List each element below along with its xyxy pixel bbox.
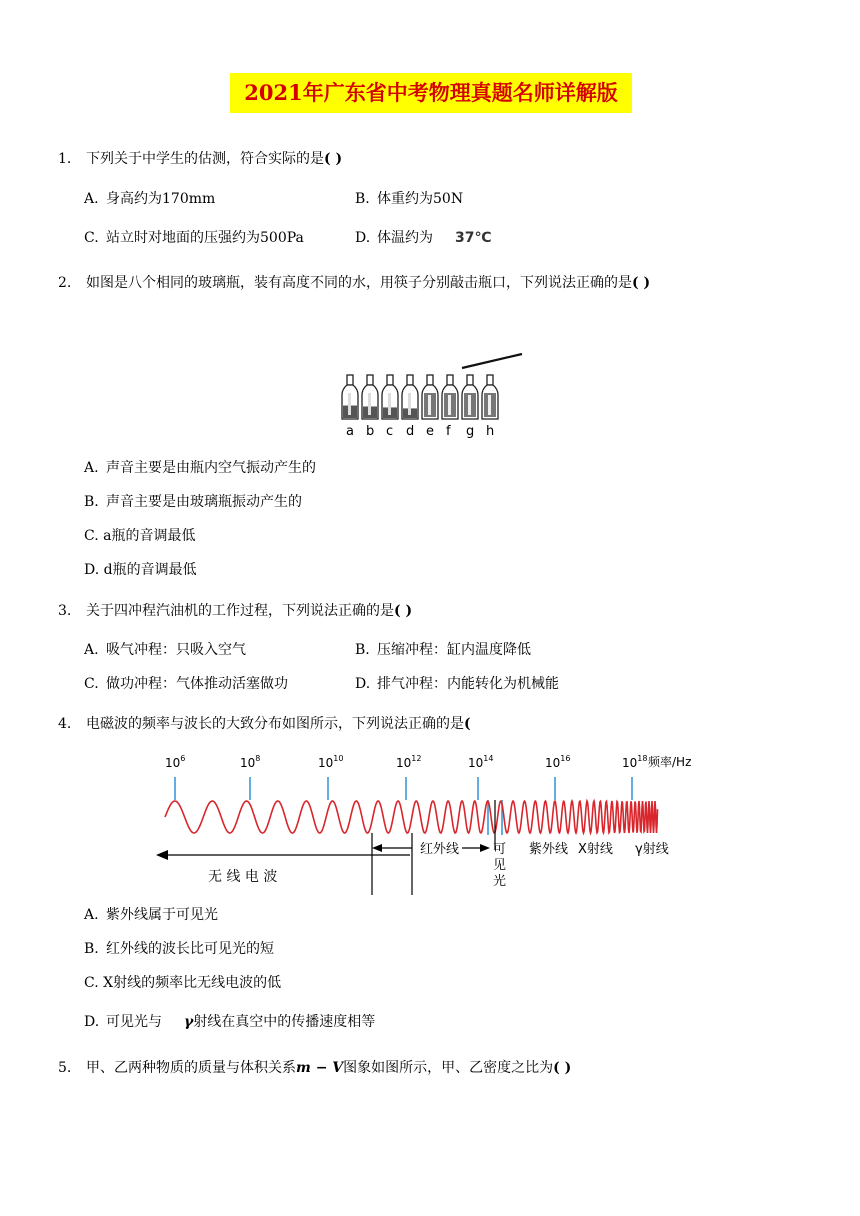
answer-blank: ( ) xyxy=(324,151,343,167)
infrared-label: 红外线 xyxy=(420,842,460,857)
bottle-label: h xyxy=(486,424,495,439)
option-label: B. xyxy=(355,191,370,207)
frequency-label: $10^6$ xyxy=(165,754,186,770)
option-label: C. xyxy=(84,230,99,246)
temperature-formula: 37℃ xyxy=(455,230,492,246)
question-stem: 下列关于中学生的估测，符合实际的是 xyxy=(86,151,324,167)
bottle-label: c xyxy=(386,424,394,439)
option-label: D. xyxy=(84,1014,100,1030)
option-text: X射线的频率比无线电波的低 xyxy=(103,975,282,991)
bottle-b xyxy=(362,375,378,419)
option-c xyxy=(84,228,304,248)
option-a xyxy=(84,189,215,209)
bottle-h xyxy=(482,375,498,419)
frequency-label: $10^{16}$ xyxy=(545,754,571,770)
option-text-cont: 射线在真空中的传播速度相等 xyxy=(193,1014,376,1030)
option-label: D. xyxy=(84,562,100,578)
option-label: C. xyxy=(84,676,99,692)
em-spectrum-figure xyxy=(150,745,710,900)
option-text: 做功冲程：气体推动活塞做功 xyxy=(106,676,288,692)
uv-label: 紫外线 xyxy=(529,842,569,857)
q4-option-c xyxy=(84,973,281,993)
answer-blank: ( ) xyxy=(553,1060,572,1076)
radio-arrow-head xyxy=(156,850,168,860)
bottle-label: a xyxy=(346,424,354,439)
q2-option-b xyxy=(84,492,302,512)
option-label: D. xyxy=(355,230,371,246)
option-label: B. xyxy=(84,941,99,957)
option-label: A. xyxy=(84,460,99,476)
bottle-label: e xyxy=(426,424,434,439)
q3-option-a xyxy=(84,640,246,660)
bottle-label: d xyxy=(406,424,415,439)
option-label: C. xyxy=(84,528,99,544)
gamma-label: γ射线 xyxy=(635,842,669,857)
q3-option-d xyxy=(355,674,559,694)
bottle-f xyxy=(442,375,458,419)
option-text: 排气冲程：内能转化为机械能 xyxy=(377,676,559,692)
radio-wave-label: 无 线 电 波 xyxy=(208,869,278,885)
frequency-label: $10^{10}$ xyxy=(318,754,344,770)
option-label: A. xyxy=(84,191,99,207)
option-text: d瓶的音调最低 xyxy=(103,562,197,578)
frequency-label: $10^8$ xyxy=(240,754,261,770)
question-stem: 关于四冲程汽油机的工作过程，下列说法正确的是 xyxy=(86,603,394,619)
frequency-unit-label: 频率/Hz xyxy=(648,755,692,769)
option-label: A. xyxy=(84,642,99,658)
question-number: 4. xyxy=(58,716,72,732)
bottle-label: b xyxy=(366,424,375,439)
infrared-arrow-head-left xyxy=(372,844,382,852)
question-number: 1. xyxy=(58,151,72,167)
option-text: 声音主要是由玻璃瓶振动产生的 xyxy=(106,494,302,510)
option-text: 身高约为170mm xyxy=(106,191,216,207)
q4-option-b xyxy=(84,939,274,959)
q3-option-b xyxy=(355,640,531,660)
bottle-label: g xyxy=(466,424,475,439)
question-number: 5. xyxy=(58,1060,72,1076)
visible-label-2: 见 xyxy=(493,858,507,873)
answer-blank: ( xyxy=(464,716,471,732)
question-stem: 甲、乙两种物质的质量与体积关系 xyxy=(86,1060,296,1076)
option-label: D. xyxy=(355,676,371,692)
q2-option-d xyxy=(84,560,197,580)
option-text: 可见光与 xyxy=(106,1014,162,1030)
xray-label: X射线 xyxy=(578,842,613,857)
question-1 xyxy=(58,149,342,169)
q4-option-d xyxy=(84,1012,375,1032)
bottle-label: f xyxy=(446,424,451,439)
question-3 xyxy=(58,601,412,621)
option-label: B. xyxy=(355,642,370,658)
q4-option-a xyxy=(84,905,218,925)
question-stem: 电磁波的频率与波长的大致分布如图所示，下列说法正确的是 xyxy=(86,716,464,732)
q2-option-c xyxy=(84,526,195,546)
bottle-a xyxy=(342,375,358,419)
question-number: 2. xyxy=(58,275,72,291)
question-stem-cont: 图象如图所示，甲、乙密度之比为 xyxy=(343,1060,554,1076)
option-text: 红外线的波长比可见光的短 xyxy=(106,941,274,957)
frequency-label: $10^{14}$ xyxy=(468,754,494,770)
option-label: A. xyxy=(84,907,99,923)
wave-curve xyxy=(165,801,658,833)
bottle-e xyxy=(422,375,438,419)
option-text: 体重约为50N xyxy=(377,191,464,207)
chopstick xyxy=(462,354,522,368)
question-stem: 如图是八个相同的玻璃瓶，装有高度不同的水，用筷子分别敲击瓶口，下列说法正确的是 xyxy=(86,275,632,291)
visible-label-1: 可 xyxy=(493,842,507,857)
q2-option-a xyxy=(84,458,316,478)
q3-option-c xyxy=(84,674,288,694)
question-5 xyxy=(58,1058,571,1078)
option-text: 吸气冲程：只吸入空气 xyxy=(106,642,246,658)
option-text: 紫外线属于可见光 xyxy=(106,907,218,923)
option-text: a瓶的音调最低 xyxy=(103,528,196,544)
option-label: B. xyxy=(84,494,99,510)
option-text: 压缩冲程：缸内温度降低 xyxy=(377,642,531,658)
question-2 xyxy=(58,273,650,293)
frequency-label: $10^{12}$ xyxy=(396,754,422,770)
option-text: 站立时对地面的压强约为500Pa xyxy=(106,230,304,246)
option-d xyxy=(355,228,491,248)
gamma-symbol: γ xyxy=(184,1014,194,1030)
option-text: 声音主要是由瓶内空气振动产生的 xyxy=(106,460,316,476)
bottle-c xyxy=(382,375,398,419)
visible-label-3: 光 xyxy=(493,874,507,889)
frequency-label: $10^{18}$ xyxy=(622,754,648,770)
answer-blank: ( ) xyxy=(632,275,651,291)
bottle-g xyxy=(462,375,478,419)
m-v-formula: m − V xyxy=(296,1060,344,1076)
bottle-d xyxy=(402,375,418,419)
bottles-figure xyxy=(330,345,530,440)
question-4 xyxy=(58,714,471,734)
page-title: 2021年广东省中考物理真题名师详解版 xyxy=(230,73,632,113)
option-b xyxy=(355,189,463,209)
question-number: 3. xyxy=(58,603,72,619)
answer-blank: ( ) xyxy=(394,603,413,619)
option-text: 体温约为 xyxy=(377,230,433,246)
infrared-arrow-head-right xyxy=(480,844,490,852)
option-label: C. xyxy=(84,975,99,991)
